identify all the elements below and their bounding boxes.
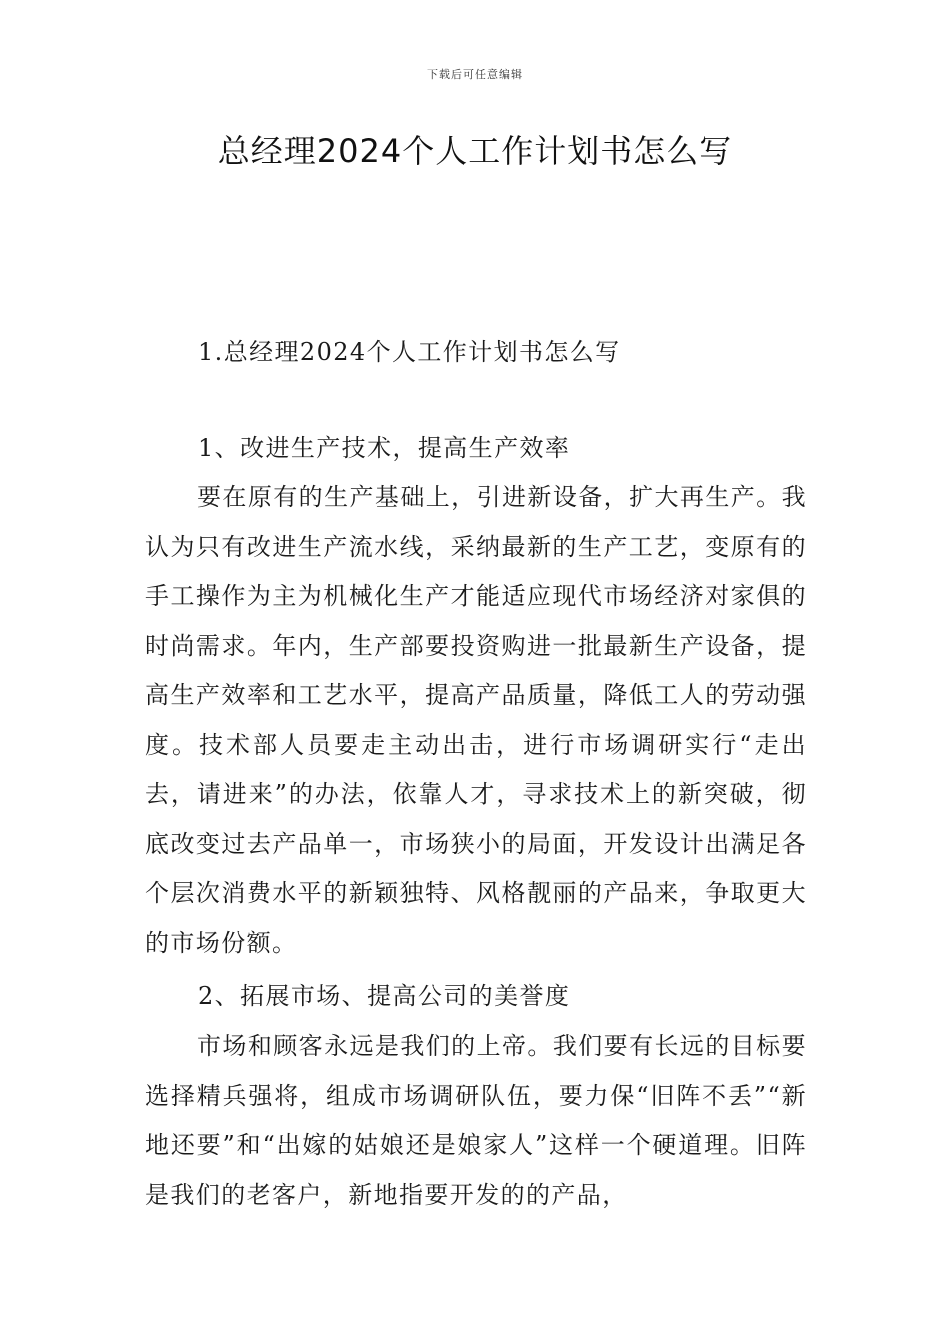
- item1-paragraph: 要在原有的生产基础上，引进新设备，扩大再生产。我认为只有改进生产流水线，采纳最新的生产工艺，变原有的手工操作为主为机械化生产才能适应现代市场经济对家俱的时尚需求。年内，生产部要投资购进一批最新生产设备，提高生产效率和工艺水平，提高产品质量，降低工人的劳动强度。技术部人员要走主动出击，进行市场调研实行“走出去，请进来”的办法，依靠人才，寻求技术上的新突破，彻底改变过去产品单一，市场狭小的局面，开发设计出满足各个层次消费水平的新颖独特、风格靓丽的产品来，争取更大的市场份额。: [145, 483, 807, 957]
- section-heading: 1.总经理2024个人工作计划书怎么写: [198, 338, 621, 366]
- header-note: 下载后可任意编辑: [427, 68, 523, 81]
- item2-heading: 2、拓展市场、提高公司的美誉度: [198, 982, 571, 1010]
- item2-paragraph: 市场和顾客永远是我们的上帝。我们要有长远的目标要选择精兵强将，组成市场调研队伍，要力保“旧阵不丢”“新地还要”和“出嫁的姑娘还是娘家人”这样一个硬道理。旧阵是我们的老客户，新地指要开发的的产品，: [145, 1032, 807, 1209]
- document-title: 总经理2024个人工作计划书怎么写: [217, 132, 733, 170]
- item1-heading: 1、改进生产技术，提高生产效率: [198, 434, 571, 462]
